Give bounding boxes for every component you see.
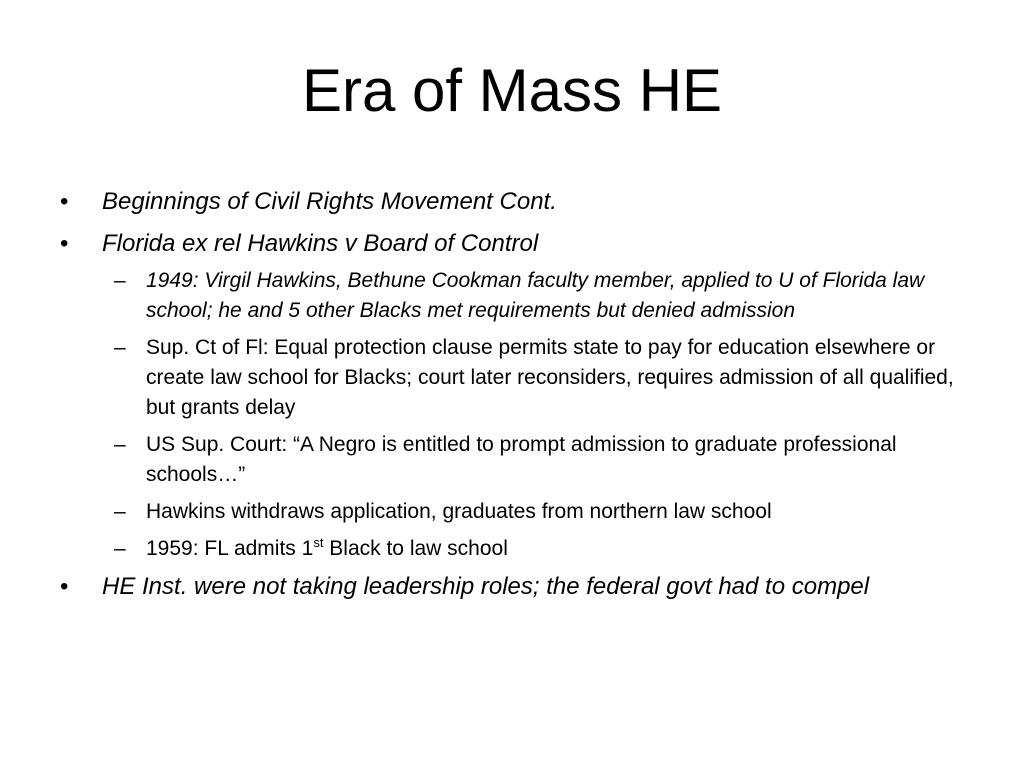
text-after-sup: Black to law school <box>323 537 508 560</box>
bullet-item <box>0 228 1024 259</box>
sub-bullet-text: US Sup. Court: “A Negro is entitled to prompt admission to graduate professional schools…” <box>146 433 897 486</box>
bullet-icon: • <box>60 188 69 215</box>
slide-title: Era of Mass HE <box>301 57 723 124</box>
bullet-text: HE Inst. were not taking leadership roles; the federal govt had to compel <box>102 573 870 600</box>
bullet-text: Florida ex rel Hawkins v Board of Control <box>102 230 539 257</box>
sub-bullet-text: Sup. Ct of Fl: Equal protection clause permits state to pay for education elsewhere or create law school for Blacks; court later reconsiders, requires admission of all qualified, but grants delay <box>146 336 954 419</box>
dash-icon: – <box>114 500 126 523</box>
bullet-icon: • <box>60 573 69 600</box>
sub-bullet-text: 1949: Virgil Hawkins, Bethune Cookman faculty member, applied to U of Florida law school; he and 5 other Blacks met requirements but denied admission <box>146 269 925 322</box>
dash-icon: – <box>114 433 126 456</box>
bullet-icon: • <box>60 230 69 257</box>
bullet-item <box>0 571 1024 602</box>
sub-bullet-item <box>0 534 1024 564</box>
slide-body <box>0 186 1024 613</box>
sub-bullet-text: Hawkins withdraws application, graduates from northern law school <box>146 500 772 523</box>
dash-icon: – <box>114 336 126 359</box>
dash-icon: – <box>114 269 126 292</box>
text-before-sup: 1959: FL admits 1 <box>146 537 314 560</box>
bullet-text: Beginnings of Civil Rights Movement Cont. <box>102 188 557 215</box>
sub-bullet-item <box>0 266 1024 326</box>
sub-bullet-item <box>0 333 1024 423</box>
bullet-item <box>0 186 1024 217</box>
sub-bullet-item <box>0 497 1024 527</box>
sub-bullet-item <box>0 430 1024 490</box>
ordinal-suffix: st <box>313 535 324 550</box>
sub-bullet-text <box>146 537 508 560</box>
dash-icon: – <box>114 537 126 560</box>
